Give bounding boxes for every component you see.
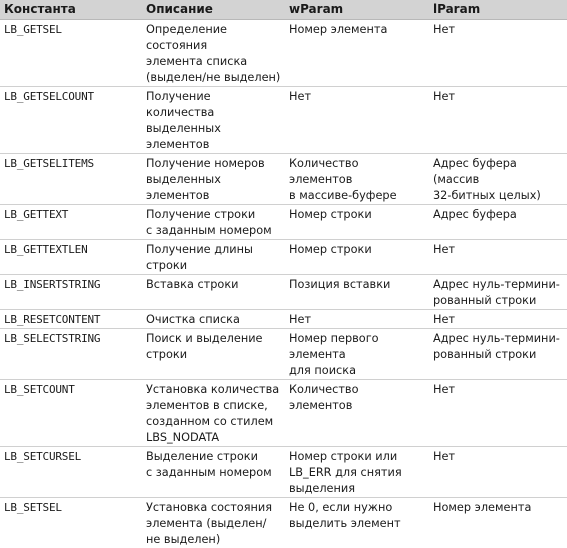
cell-wparam: Номер строки или LB_ERR для снятия выделения	[285, 447, 429, 498]
cell-lparam: Адрес буфера (массив 32-битных целых)	[429, 154, 567, 205]
cell-wparam: Количество элементов	[285, 380, 429, 447]
cell-lparam: Адрес нуль-термини- рованный строки	[429, 275, 567, 310]
table-row	[0, 205, 567, 240]
cell-lparam: Нет	[429, 380, 567, 447]
table-row	[0, 329, 567, 380]
cell-constant: LB_SETSEL	[0, 498, 142, 548]
table-row	[0, 380, 567, 447]
cell-constant: LB_GETTEXT	[0, 205, 142, 240]
cell-description: Установка состояния элемента (выделен/ не выделен)	[142, 498, 285, 548]
cell-wparam: Номер строки	[285, 205, 429, 240]
cell-constant: LB_GETSEL	[0, 20, 142, 87]
cell-lparam: Нет	[429, 447, 567, 498]
cell-constant: LB_GETSELITEMS	[0, 154, 142, 205]
cell-description: Установка количества элементов в списке, созданном со стилем LBS_NODATA	[142, 380, 285, 447]
cell-constant: LB_GETTEXTLEN	[0, 240, 142, 275]
table-row	[0, 275, 567, 310]
cell-constant: LB_SETCOUNT	[0, 380, 142, 447]
cell-constant: LB_SELECTSTRING	[0, 329, 142, 380]
table-header	[0, 0, 567, 20]
table-row	[0, 20, 567, 87]
cell-lparam: Нет	[429, 240, 567, 275]
cell-wparam: Позиция вставки	[285, 275, 429, 310]
table-row	[0, 447, 567, 498]
cell-description: Получение количества выделенных элементов	[142, 87, 285, 154]
cell-description: Получение строки с заданным номером	[142, 205, 285, 240]
header-lparam: lParam	[429, 0, 567, 20]
cell-wparam: Номер первого элемента для поиска	[285, 329, 429, 380]
table-row	[0, 154, 567, 205]
cell-lparam: Адрес буфера	[429, 205, 567, 240]
cell-lparam: Нет	[429, 310, 567, 329]
header-wparam: wParam	[285, 0, 429, 20]
header-constant: Константа	[0, 0, 142, 20]
cell-wparam: Номер элемента	[285, 20, 429, 87]
cell-lparam: Номер элемента	[429, 498, 567, 548]
cell-description: Поиск и выделение строки	[142, 329, 285, 380]
cell-description: Получение длины строки	[142, 240, 285, 275]
cell-description: Определение состояния элемента списка (выделен/не выделен)	[142, 20, 285, 87]
header-row	[0, 0, 567, 20]
cell-lparam: Нет	[429, 87, 567, 154]
cell-wparam: Номер строки	[285, 240, 429, 275]
table-row	[0, 240, 567, 275]
cell-description: Получение номеров выделенных элементов	[142, 154, 285, 205]
cell-description: Очистка списка	[142, 310, 285, 329]
header-description: Описание	[142, 0, 285, 20]
cell-wparam: Количество элементов в массиве-буфере	[285, 154, 429, 205]
cell-lparam: Нет	[429, 20, 567, 87]
table-row	[0, 498, 567, 548]
cell-constant: LB_INSERTSTRING	[0, 275, 142, 310]
cell-wparam: Нет	[285, 87, 429, 154]
table-row	[0, 87, 567, 154]
table-body	[0, 20, 567, 548]
cell-constant: LB_RESETCONTENT	[0, 310, 142, 329]
cell-description: Вставка строки	[142, 275, 285, 310]
cell-constant: LB_SETCURSEL	[0, 447, 142, 498]
table-row	[0, 310, 567, 329]
cell-wparam: Нет	[285, 310, 429, 329]
cell-constant: LB_GETSELCOUNT	[0, 87, 142, 154]
cell-wparam: Не 0, если нужно выделить элемент	[285, 498, 429, 548]
cell-description: Выделение строки с заданным номером	[142, 447, 285, 498]
cell-lparam: Адрес нуль-термини- рованный строки	[429, 329, 567, 380]
